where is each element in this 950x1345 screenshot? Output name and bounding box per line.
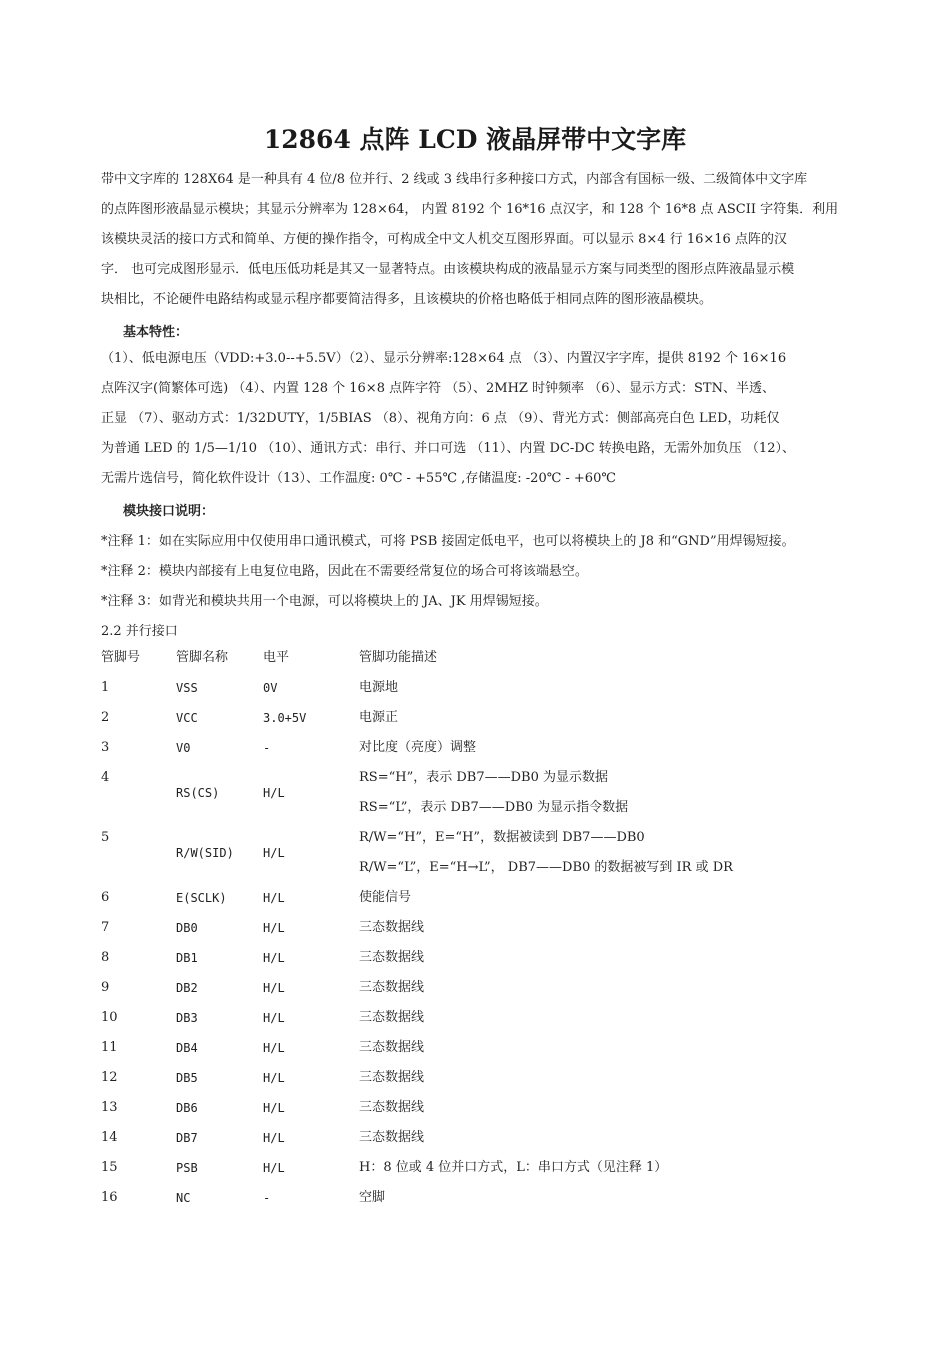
pin-function-cell: 三态数据线 bbox=[359, 1040, 425, 1055]
header-pin-name: 管脚名称 bbox=[176, 650, 229, 665]
pin-number-cell: 4 bbox=[101, 770, 110, 785]
pin-function-cell: 电源正 bbox=[359, 710, 399, 725]
pin-number-cell: 8 bbox=[101, 950, 110, 965]
pin-level-cell: H/L bbox=[263, 951, 285, 965]
pin-level-cell: H/L bbox=[263, 1131, 285, 1145]
pin-number-cell: 9 bbox=[101, 980, 110, 995]
pin-function-cell: 对比度（亮度）调整 bbox=[359, 740, 477, 755]
pin-function-cell: RS=“L”，表示 DB7——DB0 为显示指令数据 bbox=[359, 800, 629, 815]
table-row bbox=[101, 1093, 861, 1123]
pin-name-cell: VCC bbox=[176, 711, 198, 725]
pin-number-cell: 13 bbox=[101, 1100, 118, 1115]
pin-level-cell: H/L bbox=[263, 846, 285, 860]
table-row bbox=[101, 943, 861, 973]
pin-number-cell: 16 bbox=[101, 1190, 118, 1205]
intro-line: 字． 也可完成图形显示．低电压低功耗是其又一显著特点。由该模块构成的液晶显示方案与同类型的图形点阵液晶显示模 bbox=[101, 262, 795, 277]
table-row bbox=[101, 1153, 861, 1183]
header-pin-number: 管脚号 bbox=[101, 650, 141, 665]
table-row bbox=[101, 703, 861, 733]
pin-name-cell: V0 bbox=[176, 741, 191, 755]
pin-level-cell: - bbox=[263, 1191, 271, 1205]
intro-line: 带中文字库的 128X64 是一种具有 4 位/8 位并行、2 线或 3 线串行多种接口方式，内部含有国标一级、二级简体中文字库 bbox=[101, 172, 808, 187]
table-row bbox=[101, 763, 861, 823]
features-line: 无需片选信号，简化软件设计（13）、工作温度: 0℃ - +55℃ ,存储温度: -20℃ - +60℃ bbox=[101, 471, 616, 486]
pin-number-cell: 7 bbox=[101, 920, 110, 935]
table-row bbox=[101, 733, 861, 763]
pin-number-cell: 14 bbox=[101, 1130, 118, 1145]
pin-function-cell: 三态数据线 bbox=[359, 1010, 425, 1025]
pin-function-cell: 电源地 bbox=[359, 680, 399, 695]
pin-level-cell: H/L bbox=[263, 1011, 285, 1025]
features-line: 为普通 LED 的 1/5—1/10 （10）、通讯方式：串行、并口可选 （11）、内置 DC-DC 转换电路，无需外加负压 （12）、 bbox=[101, 441, 795, 456]
header-level: 电平 bbox=[263, 650, 290, 665]
pin-name-cell: PSB bbox=[176, 1161, 198, 1175]
pin-function-cell: 三态数据线 bbox=[359, 1130, 425, 1145]
pin-function-cell: 三态数据线 bbox=[359, 980, 425, 995]
pin-function-cell: R/W=“L”，E=“H→L”， DB7——DB0 的数据被写到 IR 或 DR bbox=[359, 860, 733, 875]
pin-function-cell: 三态数据线 bbox=[359, 1070, 425, 1085]
pin-level-cell: 3.0+5V bbox=[263, 711, 307, 725]
table-row bbox=[101, 823, 861, 883]
features-line: 点阵汉字(简繁体可选) （4）、内置 128 个 16×8 点阵字符 （5）、2MHZ 时钟频率 （6）、显示方式：STN、半透、 bbox=[101, 381, 775, 396]
features-heading: 基本特性： bbox=[123, 325, 189, 340]
table-row bbox=[101, 973, 861, 1003]
pin-function-cell: 三态数据线 bbox=[359, 950, 425, 965]
table-row bbox=[101, 1033, 861, 1063]
pin-function-cell: 三态数据线 bbox=[359, 1100, 425, 1115]
note-3: *注释 3：如背光和模块共用一个电源，可以将模块上的 JA、JK 用焊锡短接。 bbox=[101, 594, 548, 609]
pin-name-cell: DB0 bbox=[176, 921, 198, 935]
pin-function-cell: 空脚 bbox=[359, 1190, 386, 1205]
pin-number-cell: 2 bbox=[101, 710, 110, 725]
intro-line: 该模块灵活的接口方式和简单、方便的操作指令，可构成全中文人机交互图形界面。可以显示 8×4 行 16×16 点阵的汉 bbox=[101, 232, 787, 247]
note-1: *注释 1：如在实际应用中仅使用串口通讯模式，可将 PSB 接固定低电平，也可以将模块上的 J8 和“GND”用焊锡短接。 bbox=[101, 534, 795, 549]
pin-name-cell: DB4 bbox=[176, 1041, 198, 1055]
pin-name-cell: DB7 bbox=[176, 1131, 198, 1145]
pin-number-cell: 11 bbox=[101, 1040, 118, 1055]
pin-function-cell: 三态数据线 bbox=[359, 920, 425, 935]
pin-name-cell: VSS bbox=[176, 681, 198, 695]
pin-number-cell: 1 bbox=[101, 680, 110, 695]
pin-number-cell: 15 bbox=[101, 1160, 118, 1175]
pin-function-cell: 使能信号 bbox=[359, 890, 412, 905]
pin-name-cell: NC bbox=[176, 1191, 191, 1205]
pin-level-cell: H/L bbox=[263, 1161, 285, 1175]
pin-number-cell: 10 bbox=[101, 1010, 118, 1025]
table-row bbox=[101, 913, 861, 943]
pin-name-cell: DB1 bbox=[176, 951, 198, 965]
pin-name-cell: RS(CS) bbox=[176, 786, 220, 800]
table-row bbox=[101, 1183, 861, 1213]
features-paragraph bbox=[101, 344, 851, 494]
pin-level-cell: H/L bbox=[263, 981, 285, 995]
features-line: （1）、低电源电压（VDD:+3.0--+5.5V）（2）、显示分辨率:128×64 点 （3）、内置汉字字库，提供 8192 个 16×16 bbox=[101, 351, 787, 366]
pin-name-cell: DB6 bbox=[176, 1101, 198, 1115]
pin-level-cell: - bbox=[263, 741, 271, 755]
pin-name-cell: E(SCLK) bbox=[176, 891, 227, 905]
document-title: 12864 点阵 LCD 液晶屏带中文字库 bbox=[263, 125, 687, 154]
intro-line: 的点阵图形液晶显示模块；其显示分辨率为 128×64， 内置 8192 个 16*16 点汉字，和 128 个 16*8 点 ASCII 字符集．利用 bbox=[101, 202, 839, 217]
pin-name-cell: R/W(SID) bbox=[176, 846, 234, 860]
pin-level-cell: H/L bbox=[263, 1101, 285, 1115]
table-header-row bbox=[101, 643, 861, 673]
interface-heading: 模块接口说明： bbox=[123, 504, 215, 519]
pin-name-cell: DB3 bbox=[176, 1011, 198, 1025]
pin-number-cell: 3 bbox=[101, 740, 110, 755]
pin-level-cell: H/L bbox=[263, 1071, 285, 1085]
table-row bbox=[101, 673, 861, 703]
header-function: 管脚功能描述 bbox=[359, 650, 438, 665]
note-2: *注释 2：模块内部接有上电复位电路，因此在不需要经常复位的场合可将该端悬空。 bbox=[101, 564, 588, 579]
pin-level-cell: H/L bbox=[263, 891, 285, 905]
pin-number-cell: 6 bbox=[101, 890, 110, 905]
pin-name-cell: DB2 bbox=[176, 981, 198, 995]
pin-level-cell: H/L bbox=[263, 1041, 285, 1055]
intro-paragraph bbox=[101, 165, 851, 315]
table-row bbox=[101, 1123, 861, 1153]
pin-level-cell: H/L bbox=[263, 921, 285, 935]
table-row bbox=[101, 1063, 861, 1093]
pin-function-cell: H：8 位或 4 位并口方式，L：串口方式（见注释 1） bbox=[359, 1160, 668, 1175]
pin-function-cell: RS=“H”，表示 DB7——DB0 为显示数据 bbox=[359, 770, 608, 785]
table-row bbox=[101, 883, 861, 913]
pin-function-cell: R/W=“H”，E=“H”，数据被读到 DB7——DB0 bbox=[359, 830, 645, 845]
pin-level-cell: H/L bbox=[263, 786, 285, 800]
pin-name-cell: DB5 bbox=[176, 1071, 198, 1085]
section-label: 2.2 并行接口 bbox=[101, 624, 178, 639]
pin-number-cell: 5 bbox=[101, 830, 110, 845]
pin-number-cell: 12 bbox=[101, 1070, 118, 1085]
pin-level-cell: 0V bbox=[263, 681, 278, 695]
table-row bbox=[101, 1003, 861, 1033]
intro-line: 块相比，不论硬件电路结构或显示程序都要简洁得多，且该模块的价格也略低于相同点阵的图形液晶模块。 bbox=[101, 292, 713, 307]
features-line: 正显 （7）、驱动方式：1/32DUTY，1/5BIAS （8）、视角方向：6 点 （9）、背光方式：侧部高亮白色 LED，功耗仅 bbox=[101, 411, 780, 426]
